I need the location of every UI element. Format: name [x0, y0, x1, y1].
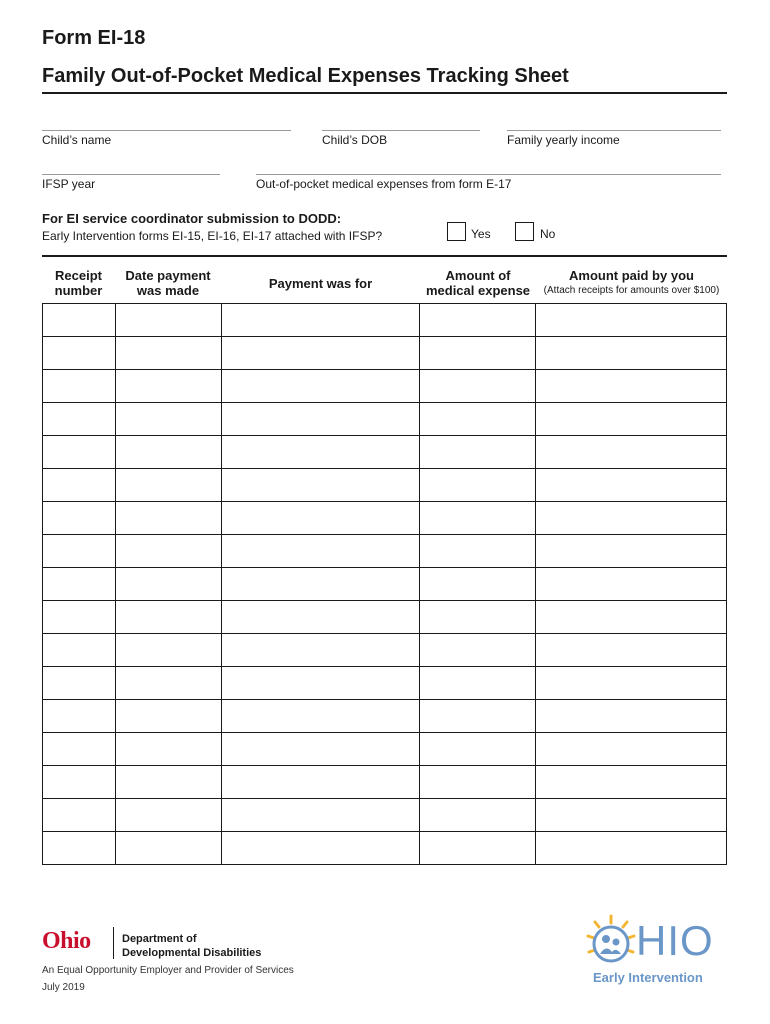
table-cell[interactable]	[536, 601, 727, 634]
childs-name-label: Child’s name	[42, 133, 112, 147]
table-row	[43, 403, 727, 436]
col-header-amount-paid-note: (Attach receipts for amounts over $100)	[543, 285, 720, 296]
table-cell[interactable]	[115, 700, 221, 733]
table-cell[interactable]	[420, 667, 536, 700]
table-cell[interactable]	[420, 436, 536, 469]
table-cell[interactable]	[43, 601, 116, 634]
childs-dob-label: Child’s DOB	[322, 133, 388, 147]
table-cell[interactable]	[221, 766, 420, 799]
table-cell[interactable]	[420, 502, 536, 535]
table-row	[43, 337, 727, 370]
table-cell[interactable]	[420, 568, 536, 601]
table-row	[43, 601, 727, 634]
table-cell[interactable]	[221, 601, 420, 634]
table-row	[43, 799, 727, 832]
oop-expenses-label: Out-of-pocket medical expenses from form E-17	[256, 177, 512, 191]
table-row	[43, 766, 727, 799]
table-cell[interactable]	[420, 469, 536, 502]
table-cell[interactable]	[43, 733, 116, 766]
table-cell[interactable]	[221, 799, 420, 832]
table-cell[interactable]	[420, 304, 536, 337]
col-header-payment-for	[221, 276, 420, 291]
table-row	[43, 568, 727, 601]
table-cell[interactable]	[115, 469, 221, 502]
table-cell[interactable]	[420, 535, 536, 568]
table-cell[interactable]	[43, 337, 116, 370]
yes-checkbox[interactable]	[447, 222, 466, 241]
table-cell[interactable]	[536, 337, 727, 370]
oop-expenses-field[interactable]	[256, 174, 721, 175]
ohio-logo-text: Ohio	[42, 928, 91, 954]
col-header-payment-for-line1: Payment was for	[268, 276, 373, 291]
yes-label: Yes	[471, 227, 491, 241]
table-cell[interactable]	[221, 733, 420, 766]
table-row	[43, 700, 727, 733]
table-cell[interactable]	[43, 535, 116, 568]
table-cell[interactable]	[43, 469, 116, 502]
table-cell[interactable]	[115, 403, 221, 436]
ifsp-year-label: IFSP year	[42, 177, 96, 191]
table-cell[interactable]	[420, 337, 536, 370]
col-header-date-line1: Date payment	[125, 268, 211, 283]
ifsp-year-field[interactable]	[42, 174, 220, 175]
table-cell[interactable]	[536, 304, 727, 337]
table-cell[interactable]	[43, 403, 116, 436]
family-income-label: Family yearly income	[507, 133, 620, 147]
childs-dob-field[interactable]	[322, 130, 480, 131]
table-cell[interactable]	[221, 667, 420, 700]
coordinator-question: Early Intervention forms EI-15, EI-16, EI-17 attached with IFSP?	[42, 229, 383, 243]
table-cell[interactable]	[536, 733, 727, 766]
table-cell[interactable]	[221, 403, 420, 436]
table-cell[interactable]	[115, 337, 221, 370]
no-label: No	[540, 227, 556, 241]
table-cell[interactable]	[536, 799, 727, 832]
table-cell[interactable]	[420, 832, 536, 865]
table-cell[interactable]	[420, 799, 536, 832]
col-header-date-line2: was made	[136, 283, 200, 298]
table-cell[interactable]	[536, 634, 727, 667]
table-row	[43, 502, 727, 535]
table-cell[interactable]	[536, 403, 727, 436]
table-cell[interactable]	[420, 601, 536, 634]
col-header-receipt	[42, 268, 115, 298]
table-cell[interactable]	[115, 667, 221, 700]
table-cell[interactable]	[43, 766, 116, 799]
table-cell[interactable]	[221, 832, 420, 865]
table-row	[43, 469, 727, 502]
table-cell[interactable]	[536, 700, 727, 733]
table-row	[43, 667, 727, 700]
table-cell[interactable]	[221, 469, 420, 502]
table-cell[interactable]	[115, 436, 221, 469]
table-cell[interactable]	[221, 304, 420, 337]
col-header-amount-paid	[536, 268, 727, 298]
col-header-receipt-line1: Receipt	[55, 268, 102, 283]
table-cell[interactable]	[221, 502, 420, 535]
table-row	[43, 832, 727, 865]
table-cell[interactable]	[536, 535, 727, 568]
table-cell[interactable]	[43, 436, 116, 469]
col-header-amount-expense-line1: Amount of	[445, 268, 511, 283]
table-cell[interactable]	[115, 799, 221, 832]
table-header-divider	[42, 255, 727, 257]
col-header-amount-expense-line2: medical expense	[425, 283, 531, 298]
expense-table	[42, 303, 727, 865]
page-title: Family Out-of-Pocket Medical Expenses Tracking Sheet	[42, 65, 569, 87]
table-cell[interactable]	[221, 370, 420, 403]
table-cell[interactable]	[43, 799, 116, 832]
table-cell[interactable]	[420, 766, 536, 799]
ei-logo-caption: Early Intervention	[593, 970, 703, 985]
table-cell[interactable]	[115, 535, 221, 568]
table-cell[interactable]	[115, 304, 221, 337]
table-cell[interactable]	[43, 634, 116, 667]
family-income-field[interactable]	[507, 130, 721, 131]
table-cell[interactable]	[43, 667, 116, 700]
table-cell[interactable]	[536, 667, 727, 700]
table-row	[43, 304, 727, 337]
table-cell[interactable]	[115, 634, 221, 667]
table-cell[interactable]	[115, 502, 221, 535]
dept-name-line1: Department of	[122, 933, 197, 945]
dept-name-line2: Developmental Disabilities	[122, 947, 262, 959]
table-cell[interactable]	[420, 634, 536, 667]
table-cell[interactable]	[221, 700, 420, 733]
coordinator-heading: For EI service coordinator submission to DODD:	[42, 211, 342, 226]
table-cell[interactable]	[536, 436, 727, 469]
table-cell[interactable]	[420, 733, 536, 766]
childs-name-field[interactable]	[42, 130, 291, 131]
no-checkbox[interactable]	[515, 222, 534, 241]
table-cell[interactable]	[115, 766, 221, 799]
table-cell[interactable]	[221, 535, 420, 568]
table-cell[interactable]	[115, 832, 221, 865]
table-cell[interactable]	[420, 370, 536, 403]
table-cell[interactable]	[221, 634, 420, 667]
table-cell[interactable]	[43, 502, 116, 535]
table-cell[interactable]	[420, 403, 536, 436]
table-cell[interactable]	[221, 436, 420, 469]
ei-logo-word: HIO	[636, 917, 714, 964]
col-header-date	[115, 268, 221, 298]
table-cell[interactable]	[536, 502, 727, 535]
table-cell[interactable]	[43, 370, 116, 403]
table-cell[interactable]	[115, 733, 221, 766]
table-cell[interactable]	[221, 337, 420, 370]
table-cell[interactable]	[43, 304, 116, 337]
ohio-logo	[42, 928, 91, 955]
table-row	[43, 535, 727, 568]
table-row	[43, 436, 727, 469]
expense-table-body	[43, 304, 727, 865]
form-number: Form EI-18	[42, 27, 146, 49]
table-cell[interactable]	[115, 568, 221, 601]
col-header-receipt-line2: number	[54, 283, 103, 298]
logo-divider	[113, 927, 114, 959]
table-cell[interactable]	[43, 568, 116, 601]
table-row	[43, 634, 727, 667]
table-cell[interactable]	[221, 568, 420, 601]
col-header-amount-expense	[420, 268, 536, 298]
employer-statement: An Equal Opportunity Employer and Provider of Services	[42, 965, 294, 976]
table-cell[interactable]	[536, 832, 727, 865]
form-date: July 2019	[42, 982, 85, 993]
table-cell[interactable]	[43, 700, 116, 733]
table-cell[interactable]	[420, 700, 536, 733]
table-cell[interactable]	[536, 469, 727, 502]
table-cell[interactable]	[536, 568, 727, 601]
table-cell[interactable]	[536, 766, 727, 799]
table-row	[43, 370, 727, 403]
title-divider	[42, 92, 727, 94]
table-row	[43, 733, 727, 766]
table-cell[interactable]	[115, 370, 221, 403]
table-cell[interactable]	[43, 832, 116, 865]
col-header-amount-paid-line1: Amount paid by you	[569, 268, 694, 283]
table-cell[interactable]	[536, 370, 727, 403]
table-cell[interactable]	[115, 601, 221, 634]
